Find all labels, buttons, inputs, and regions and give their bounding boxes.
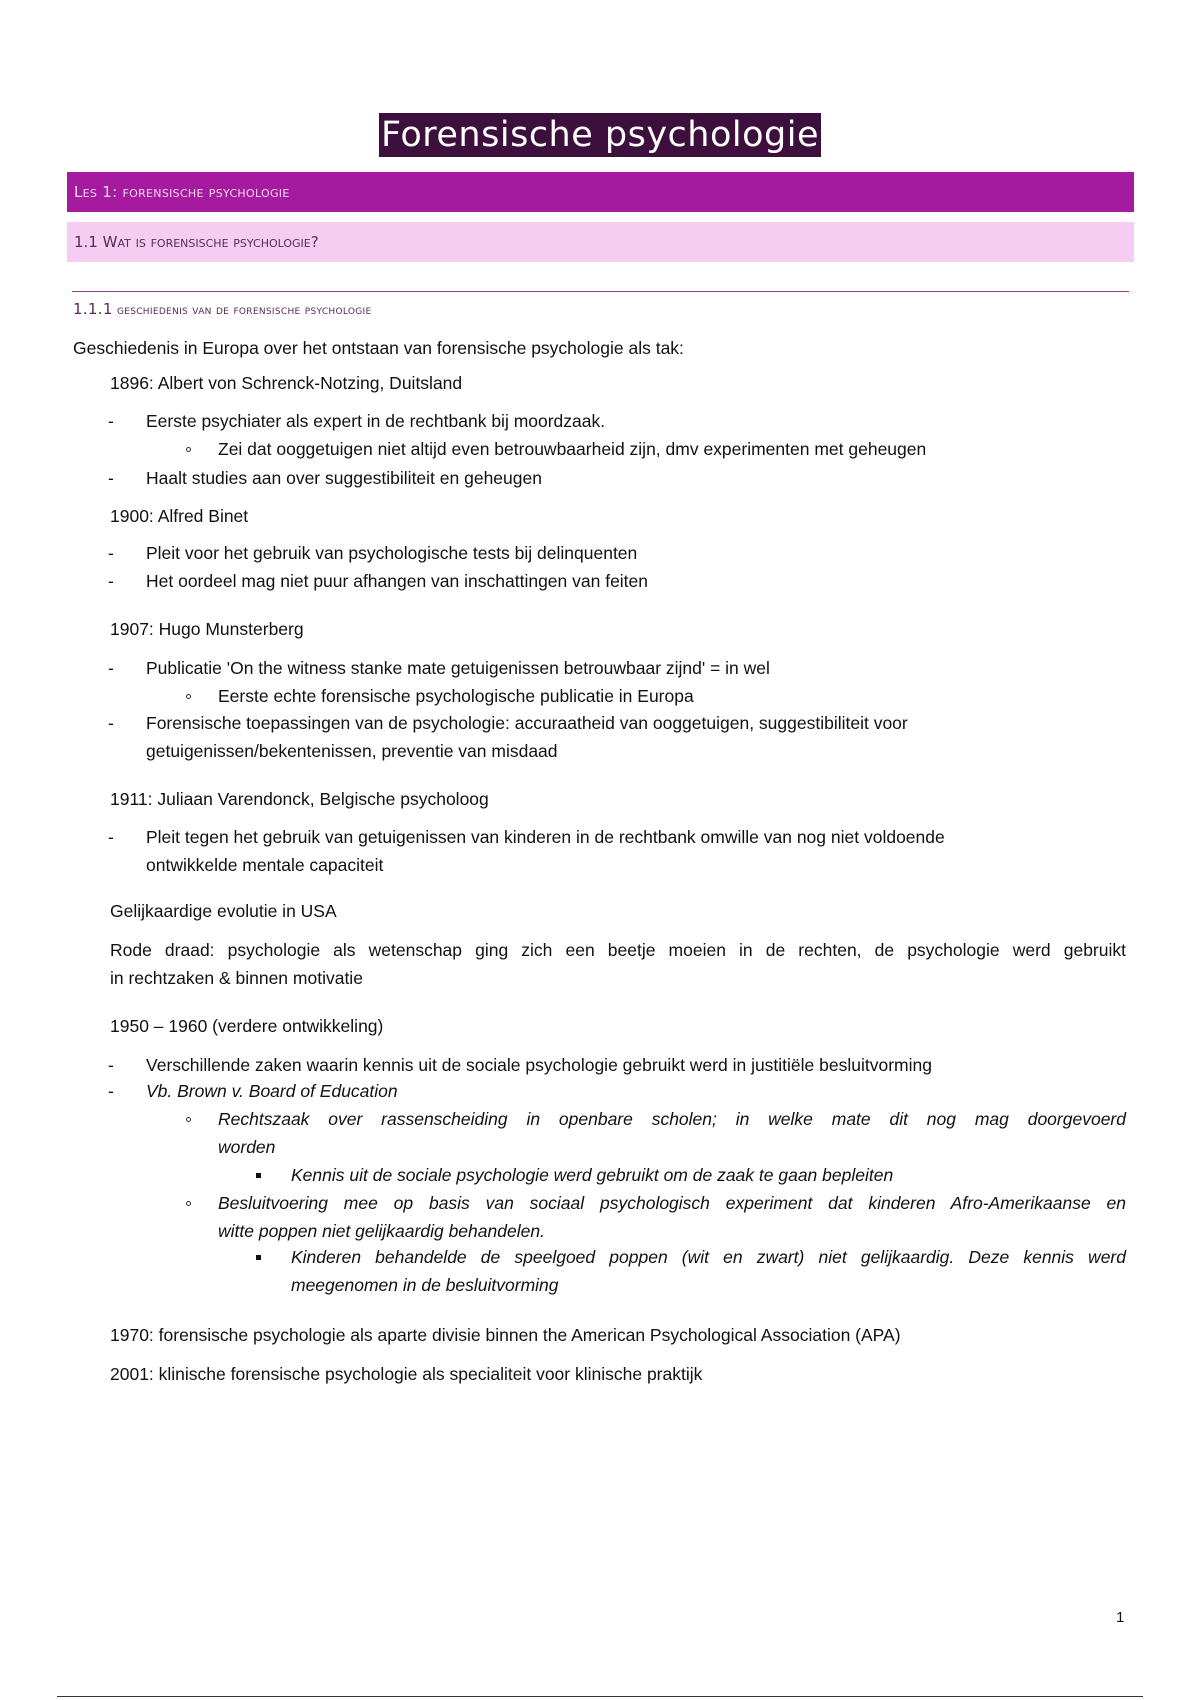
dash-bullet: -: [108, 1081, 114, 1101]
year-1911-heading: 1911: Juliaan Varendonck, Belgische psycholoog: [110, 789, 489, 809]
dash-bullet: -: [108, 543, 114, 563]
list-item: Pleit tegen het gebruik van getuigenissen van kinderen in de rechtbank omwille van nog niet voldoende: [146, 827, 945, 847]
intro-text: Geschiedenis in Europa over het ontstaan van forensische psychologie als tak:: [73, 338, 684, 358]
list-item: Pleit voor het gebruik van psychologische tests bij delinquenten: [146, 543, 638, 563]
list-item: Haalt studies aan over suggestibiliteit en geheugen: [146, 468, 542, 488]
heading-2-bar: 1.1 Wat is forensische psychologie?: [67, 222, 1134, 262]
list-item-continuation: worden: [218, 1137, 276, 1157]
heading-1-bar: Les 1: forensische psychologie: [67, 172, 1134, 212]
year-1896-heading: 1896: Albert von Schrenck-Notzing, Duitsland: [110, 373, 463, 393]
circle-bullet-icon: [186, 447, 191, 452]
list-item: Kennis uit de sociale psychologie werd gebruikt om de zaak te gaan bepleiten: [291, 1165, 894, 1185]
dash-bullet: -: [108, 571, 114, 591]
dash-bullet: -: [108, 468, 114, 488]
year-1907-heading: 1907: Hugo Munsterberg: [110, 619, 304, 639]
rode-draad-line-2: in rechtzaken & binnen motivatie: [110, 968, 363, 988]
list-item: Publicatie 'On the witness stanke mate getuigenissen betrouwbaar zijnd' = in wel: [146, 658, 770, 678]
list-item: Forensische toepassingen van de psychologie: accuraatheid van ooggetuigen, suggestibiliteit voor: [146, 713, 908, 733]
dash-bullet: -: [108, 827, 114, 847]
list-item-continuation: ontwikkelde mentale capaciteit: [146, 855, 384, 875]
circle-bullet-icon: [186, 694, 191, 699]
list-item-continuation: getuigenissen/bekentenissen, preventie van misdaad: [146, 741, 558, 761]
dash-bullet: -: [108, 658, 114, 678]
year-2001-paragraph: 2001: klinische forensische psychologie als specialiteit voor klinische praktijk: [110, 1364, 703, 1384]
dash-bullet: -: [108, 411, 114, 431]
list-item: Eerste echte forensische psychologische publicatie in Europa: [218, 686, 694, 706]
list-item: Zei dat ooggetuigen niet altijd even betrouwbaarheid zijn, dmv experimenten met geheugen: [218, 439, 927, 459]
year-1900-heading: 1900: Alfred Binet: [110, 506, 249, 526]
list-item: Rechtszaak over rassenscheiding in openbare scholen; in welke mate dit nog mag doorgevoerd: [218, 1109, 1126, 1129]
document-title: Forensische psychologie: [380, 115, 820, 155]
bottom-rule: [57, 1696, 1143, 1697]
square-bullet-icon: [256, 1173, 261, 1178]
list-item: Besluitvoering mee op basis van sociaal psychologisch experiment dat kinderen Afro-Amerikaanse en: [218, 1193, 1126, 1213]
square-bullet-icon: [256, 1255, 261, 1260]
list-item: Kinderen behandelde de speelgoed poppen (wit en zwart) niet gelijkaardig. Deze kennis werd: [291, 1247, 1126, 1267]
title-wrap: [0, 113, 1200, 157]
list-item-continuation: witte poppen niet gelijkaardig behandelen.: [218, 1221, 545, 1241]
heading-3: [73, 299, 371, 320]
circle-bullet-icon: [186, 1117, 191, 1122]
dash-bullet: -: [108, 1055, 114, 1075]
list-item: Vb. Brown v. Board of Education: [146, 1081, 398, 1101]
list-item-continuation: meegenomen in de besluitvorming: [291, 1275, 559, 1295]
heading-3-label: geschiedenis van de forensische psychologie: [116, 302, 372, 317]
usa-paragraph: Gelijkaardige evolutie in USA: [110, 901, 337, 921]
heading-3-rule: [72, 291, 1129, 292]
heading-3-number: 1.1.1: [73, 300, 113, 318]
list-item: Eerste psychiater als expert in de rechtbank bij moordzaak.: [146, 411, 606, 431]
circle-bullet-icon: [186, 1201, 191, 1206]
list-item: Verschillende zaken waarin kennis uit de sociale psychologie gebruikt werd in justitiële besluitvorming: [146, 1055, 932, 1075]
year-1950-heading: 1950 – 1960 (verdere ontwikkeling): [110, 1016, 384, 1036]
dash-bullet: -: [108, 713, 114, 733]
page-number: 1: [1116, 1609, 1125, 1626]
rode-draad-line-1: Rode draad: psychologie als wetenschap ging zich een beetje moeien in de rechten, de psychologie werd gebruikt: [110, 940, 1126, 960]
year-1970-paragraph: 1970: forensische psychologie als aparte divisie binnen the American Psychological Association (APA): [110, 1325, 901, 1345]
list-item: Het oordeel mag niet puur afhangen van inschattingen van feiten: [146, 571, 649, 591]
